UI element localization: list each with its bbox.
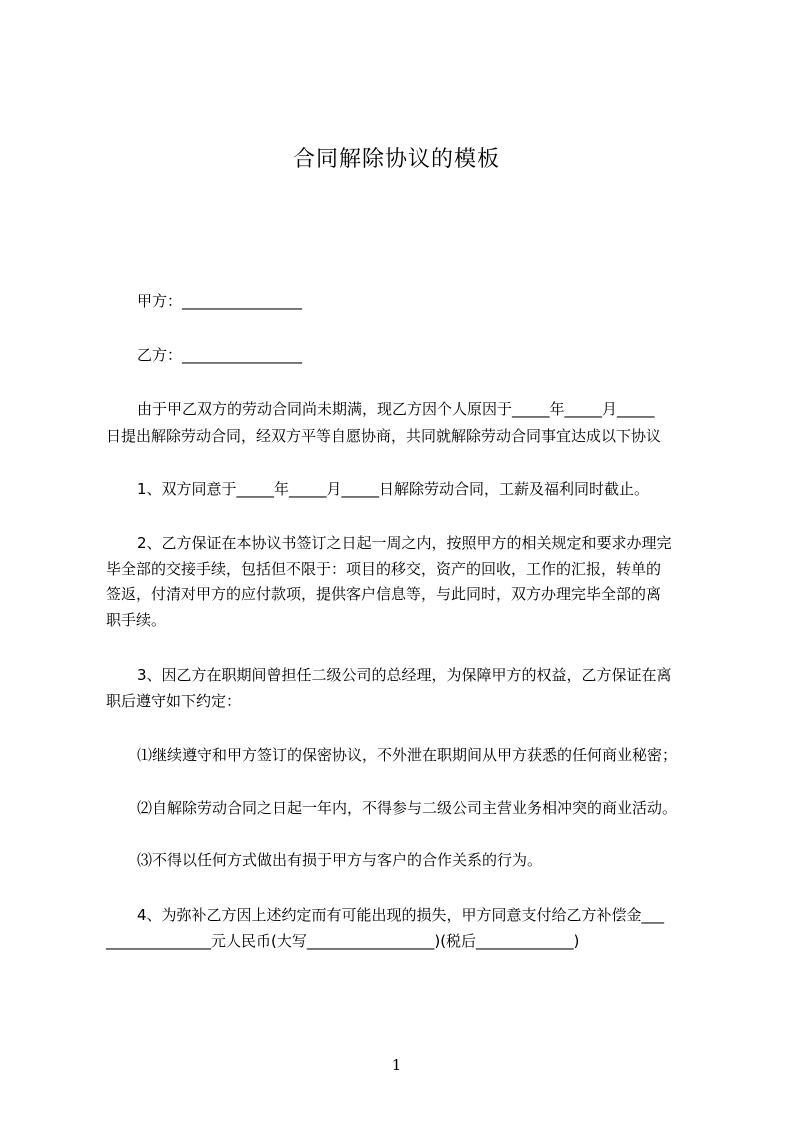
clause-3-item-2: ⑵自解除劳动合同之日起一年内，不得参与二级公司主营业务相冲突的商业活动。 bbox=[137, 799, 678, 817]
clause-2-line-1: 2、乙方保证在本协议书签订之日起一周之内，按照甲方的相关规定和要求办理完 bbox=[137, 534, 672, 552]
clause-1: 1、双方同意于_____年_____月_____日解除劳动合同，工薪及福利同时截止。 bbox=[137, 480, 650, 498]
preamble-line-2: 日提出解除劳动合同，经双方平等自愿协商，共同就解除劳动合同事宜达成以下协议 bbox=[106, 427, 662, 445]
clause-4-line-2: ______________元人民币(大写_________________)(税后_____________) bbox=[106, 932, 580, 950]
clause-2-line-3: 签返，付清对甲方的应付款项，提供客户信息等，与此同时，双方办理完毕全部的离 bbox=[106, 585, 662, 603]
clause-3-item-3: ⑶不得以任何方式做出有损于甲方与客户的合作关系的行为。 bbox=[137, 851, 543, 869]
clause-2-line-4: 职手续。 bbox=[106, 611, 167, 629]
clause-3-line-1: 3、因乙方在职期间曾担任二级公司的总经理，为保障甲方的权益，乙方保证在离 bbox=[137, 666, 672, 684]
clause-4-line-1: 4、为弥补乙方因上述约定而有可能出现的损失，甲方同意支付给乙方补偿金___ bbox=[137, 906, 665, 924]
party-b-line: 乙方：________________ bbox=[137, 346, 303, 364]
preamble-line-1: 由于甲乙双方的劳动合同尚未期满，现乙方因个人原因于_____年_____月_____ bbox=[137, 400, 655, 418]
document-title: 合同解除协议的模板 bbox=[292, 147, 500, 172]
page-number: 1 bbox=[391, 1056, 402, 1074]
party-a-line: 甲方：________________ bbox=[137, 292, 303, 310]
clause-2-line-2: 毕全部的交接手续，包括但不限于：项目的移交，资产的回收，工作的汇报，转单的 bbox=[106, 560, 662, 578]
clause-3-line-2: 职后遵守如下约定： bbox=[106, 692, 242, 710]
clause-3-item-1: ⑴继续遵守和甲方签订的保密协议，不外泄在职期间从甲方获悉的任何商业秘密； bbox=[137, 746, 678, 764]
